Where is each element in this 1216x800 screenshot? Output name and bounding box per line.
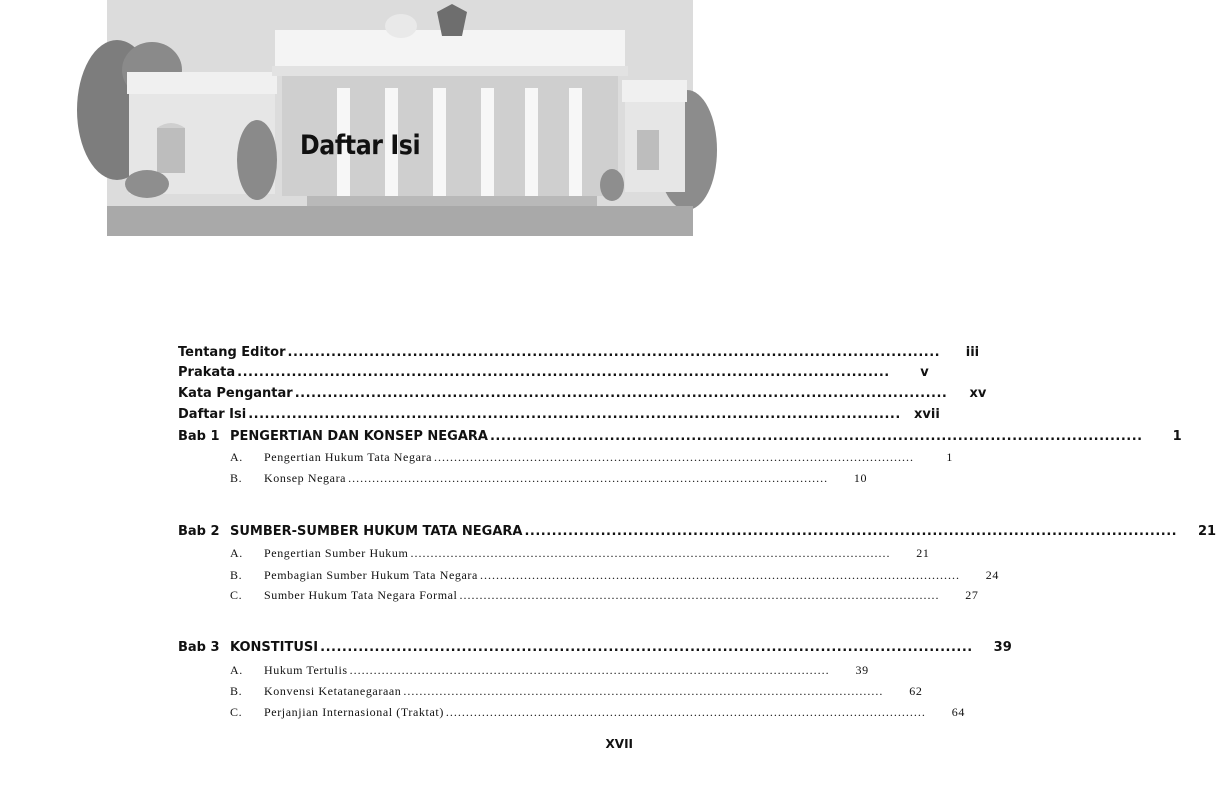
leader-dots: ........................................................................................................................: [445, 705, 926, 719]
section-letter: B.: [230, 684, 243, 698]
section-letter: C.: [230, 705, 243, 719]
leader-dots: ........................................................................................................................: [349, 663, 830, 677]
section-letter: A.: [230, 663, 243, 677]
chapter-title: SUMBER-SUMBER HUKUM TATA NEGARA: [230, 524, 523, 539]
section-title: Pengertian Hukum Tata Negara: [264, 450, 433, 464]
chapter-title: KONSTITUSI: [230, 640, 319, 655]
section-letter: B.: [230, 568, 243, 582]
leader-dots: ........................................................................................................................: [434, 450, 915, 464]
chapter-label: Bab 2: [178, 524, 220, 539]
leader-dots: ........................................................................................................................: [410, 546, 891, 560]
chapter-page: 21: [1197, 524, 1216, 539]
chapter-title: PENGERTIAN DAN KONSEP NEGARA: [230, 429, 488, 444]
leader-dots: ........................................................................................................................: [524, 524, 1178, 539]
chapter-page: 1: [1172, 429, 1182, 444]
page-title: Daftar Isi: [300, 130, 421, 161]
section-page: 62: [909, 684, 923, 698]
toc-entry-page: iii: [965, 345, 980, 360]
section-title: Konvensi Ketatanegaraan: [264, 684, 402, 698]
toc-entry-front[interactable]: [178, 340, 980, 360]
toc-section[interactable]: [178, 541, 930, 561]
section-page: 27: [965, 588, 979, 602]
section-page: 1: [946, 450, 954, 464]
toc-entry-page: v: [920, 365, 929, 380]
toc-entry-title: Daftar Isi: [178, 407, 247, 422]
toc-section[interactable]: [178, 658, 869, 678]
toc-section[interactable]: [178, 466, 868, 486]
section-title: Perjanjian Internasional (Traktat): [264, 705, 444, 719]
section-title: Pengertian Sumber Hukum: [264, 546, 409, 560]
leader-dots: ........................................................................................................................: [489, 429, 1143, 444]
leader-dots: ........................................................................................................................: [294, 386, 948, 401]
leader-dots: ........................................................................................................................: [248, 407, 901, 422]
leader-dots: ........................................................................................................................: [459, 588, 940, 602]
toc-entry-title: Kata Pengantar: [178, 386, 293, 401]
chapter-label: Bab 3: [178, 640, 220, 655]
chapter-label: Bab 1: [178, 429, 220, 444]
section-title: Pembagian Sumber Hukum Tata Negara: [264, 568, 478, 582]
toc-entry-front[interactable]: [178, 402, 940, 422]
section-title: Sumber Hukum Tata Negara Formal: [264, 588, 458, 602]
toc-section[interactable]: [178, 679, 923, 699]
section-page: 64: [951, 705, 965, 719]
toc-section[interactable]: [178, 583, 979, 603]
section-page: 39: [855, 663, 869, 677]
leader-dots: ........................................................................................................................: [348, 471, 829, 485]
chapter-page: 39: [993, 640, 1012, 655]
toc-chapter[interactable]: [178, 635, 1012, 655]
toc-section[interactable]: [178, 563, 999, 583]
section-title: Hukum Tertulis: [264, 663, 348, 677]
leader-dots: ........................................................................................................................: [479, 568, 960, 582]
section-letter: A.: [230, 546, 243, 560]
palace-photo: [107, 0, 693, 236]
toc-section[interactable]: [178, 445, 954, 465]
toc-section[interactable]: [178, 700, 965, 720]
page-number: XVII: [605, 737, 633, 751]
toc-entry-front[interactable]: [178, 381, 987, 401]
leader-dots: ........................................................................................................................: [320, 640, 973, 655]
section-letter: A.: [230, 450, 243, 464]
section-page: 21: [916, 546, 930, 560]
leader-dots: ........................................................................................................................: [287, 345, 941, 360]
toc-chapter[interactable]: [178, 519, 1216, 539]
leader-dots: ........................................................................................................................: [237, 365, 890, 380]
leader-dots: ........................................................................................................................: [403, 684, 884, 698]
toc-entry-page: xv: [969, 386, 987, 401]
section-page: 24: [985, 568, 999, 582]
toc-entry-title: Prakata: [178, 365, 236, 380]
section-letter: C.: [230, 588, 243, 602]
toc-entry-page: xvii: [914, 407, 940, 422]
section-letter: B.: [230, 471, 243, 485]
section-page: 10: [853, 471, 868, 485]
toc-entry-title: Tentang Editor: [178, 345, 286, 360]
toc-entry-front[interactable]: [178, 360, 929, 380]
section-title: Konsep Negara: [264, 471, 347, 485]
toc-chapter[interactable]: [178, 424, 1182, 444]
header-banner: [107, 0, 693, 236]
